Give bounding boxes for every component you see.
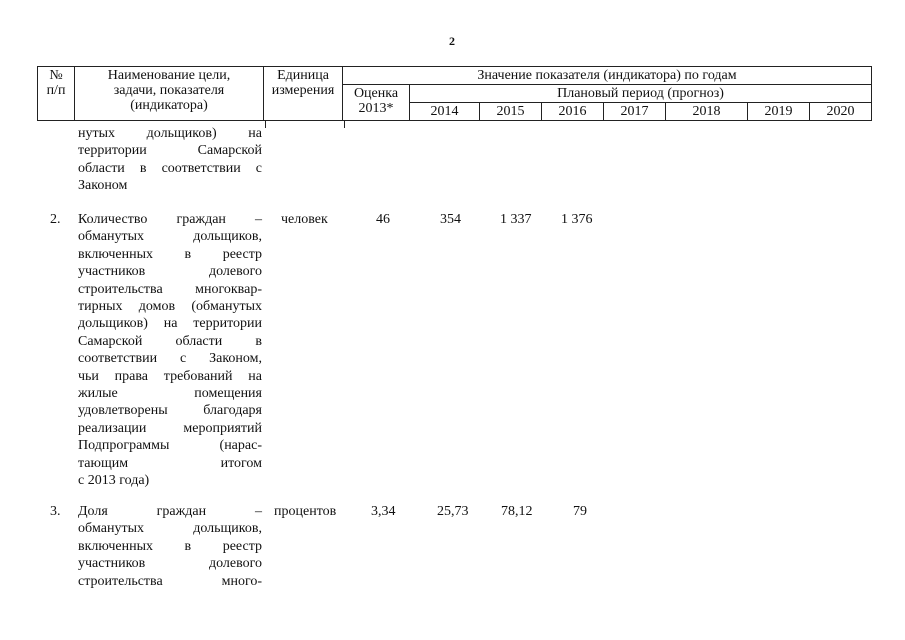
header-values-title: Значение показателя (индикатора) по годам bbox=[343, 67, 872, 85]
header-year: 2019 bbox=[748, 103, 810, 121]
text-line: тающим итогом bbox=[78, 455, 262, 471]
page-number: 2 bbox=[449, 34, 455, 48]
text-line: реализации мероприятий bbox=[78, 420, 262, 436]
text-line: Законом bbox=[78, 178, 128, 194]
text-line: включенных в реестр bbox=[78, 538, 262, 554]
text-line: Количество граждан – bbox=[78, 212, 262, 227]
row-1-name bbox=[78, 125, 262, 195]
row-value-2016: 79 bbox=[573, 504, 587, 519]
text-line: удовлетворены благодаря bbox=[78, 403, 262, 419]
row-value-2016: 1 376 bbox=[561, 212, 593, 227]
text-line: Самарской области в bbox=[78, 333, 262, 349]
header-estimate-cell: Оценка 2013* bbox=[343, 85, 410, 121]
header-year: 2020 bbox=[810, 103, 872, 121]
row-value-2014: 25,73 bbox=[437, 504, 469, 519]
text-line: жилые помещения bbox=[78, 386, 262, 402]
header-year: 2016 bbox=[542, 103, 604, 121]
text-line: Доля граждан – bbox=[78, 504, 262, 519]
text-line: нутых дольщиков) на bbox=[78, 126, 262, 141]
row-number: 2. bbox=[50, 212, 61, 227]
text-line: участников долевого bbox=[78, 264, 262, 280]
header-unit-cell: Единица измерения bbox=[264, 67, 343, 121]
column-divider bbox=[344, 120, 345, 128]
row-value-2014: 354 bbox=[440, 212, 461, 227]
row-estimate: 46 bbox=[376, 212, 390, 227]
row-unit: процентов bbox=[274, 504, 337, 519]
text-line: участников долевого bbox=[78, 556, 262, 572]
row-number: 3. bbox=[50, 504, 61, 519]
header-year: 2015 bbox=[480, 103, 542, 121]
text-line: Подпрограммы (нарас- bbox=[78, 438, 262, 454]
row-value-2015: 78,12 bbox=[501, 504, 533, 519]
text-line: чьи права требований на bbox=[78, 368, 262, 384]
header-name-cell: Наименование цели, задачи, показателя (индикатора) bbox=[75, 67, 264, 121]
text-line: включенных в реестр bbox=[78, 246, 262, 262]
header-year: 2017 bbox=[604, 103, 666, 121]
indicator-table-header bbox=[37, 66, 872, 121]
header-number-cell: № п/п bbox=[38, 67, 75, 121]
header-year: 2018 bbox=[666, 103, 748, 121]
text-line: строительства многоквар- bbox=[78, 281, 262, 297]
text-line: области в соответствии с bbox=[78, 160, 262, 176]
header-year: 2014 bbox=[410, 103, 480, 121]
row-2-name bbox=[78, 211, 262, 490]
row-3-name bbox=[78, 503, 262, 590]
row-estimate: 3,34 bbox=[371, 504, 396, 519]
row-value-2015: 1 337 bbox=[500, 212, 532, 227]
text-line: тирных домов (обманутых bbox=[78, 299, 262, 315]
text-line: соответствии с Законом, bbox=[78, 351, 262, 367]
text-line: с 2013 года) bbox=[78, 473, 150, 489]
row-unit: человек bbox=[281, 212, 328, 227]
text-line: обманутых дольщиков, bbox=[78, 521, 262, 537]
text-line: дольщиков) на территории bbox=[78, 316, 262, 332]
text-line: территории Самарской bbox=[78, 143, 262, 159]
column-divider bbox=[265, 120, 266, 128]
text-line: строительства много- bbox=[78, 573, 262, 589]
header-plan-title: Плановый период (прогноз) bbox=[410, 85, 872, 103]
text-line: обманутых дольщиков, bbox=[78, 229, 262, 245]
